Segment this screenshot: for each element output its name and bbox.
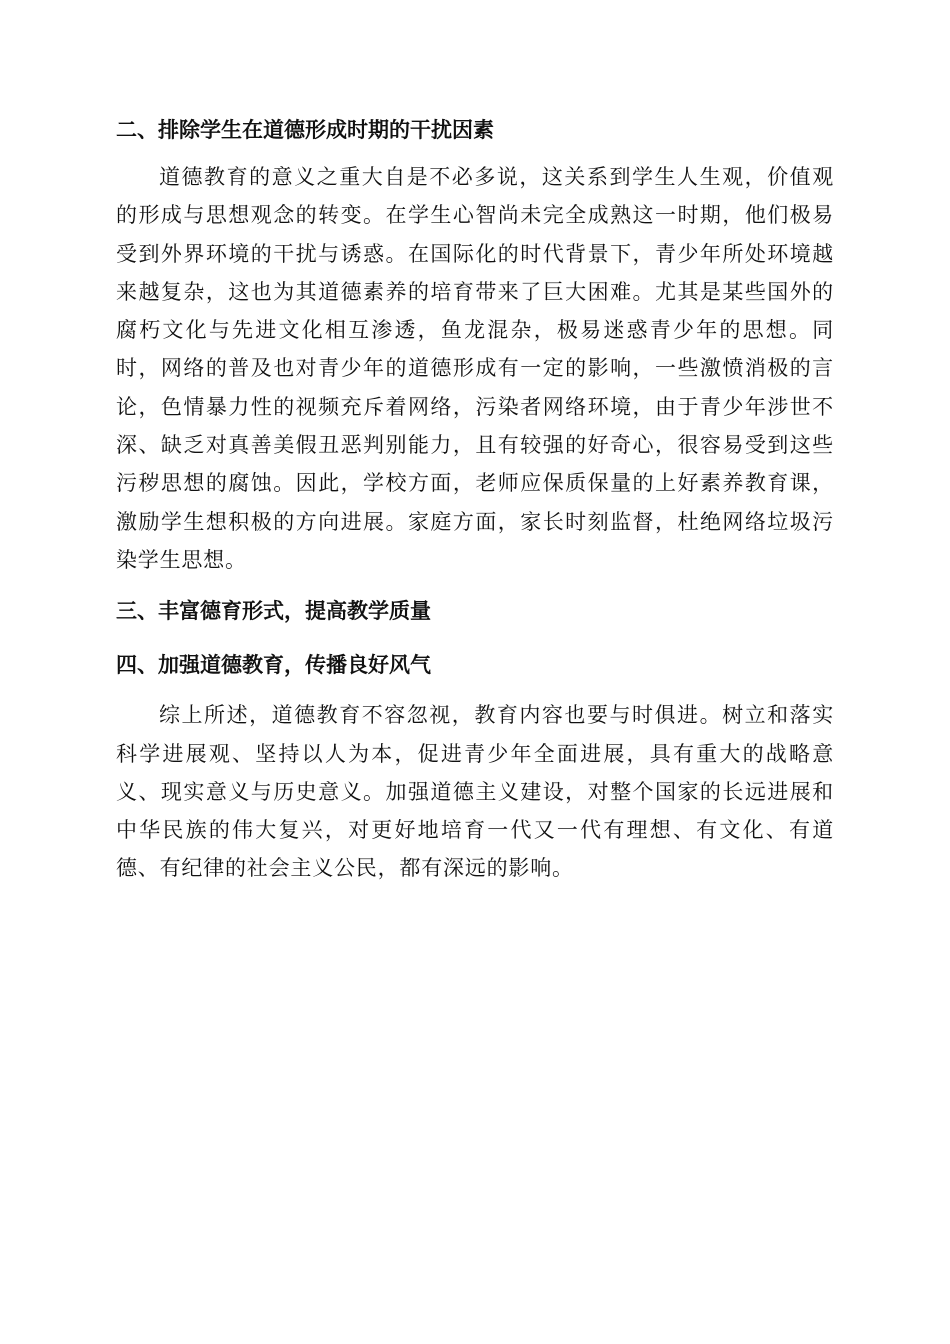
section-heading-3: 三、丰富德育形式，提高教学质量 <box>116 599 431 624</box>
section-heading-4: 四、加强道德教育，传播良好风气 <box>116 653 431 678</box>
section-paragraph-4: 综上所述，道德教育不容忽视，教育内容也要与时俱进。树立和落实科学进展观、坚持以人为本，促进青少年全面进展，具有重大的战略意义、现实意义与历史意义。加强道德主义建设，对整个国家的长远进展和中华民族的伟大复兴，对更好地培育一代又一代有理想、有文化、有道德、有纪律的社会主义公民，都有深远的影响。 <box>116 703 834 881</box>
document-page <box>116 113 834 888</box>
section-heading-2: 二、排除学生在道德形成时期的干扰因素 <box>116 118 494 142</box>
section-paragraph-2: 道德教育的意义之重大自是不必多说，这关系到学生人生观，价值观的形成与思想观念的转变。在学生心智尚未完全成熟这一时期，他们极易受到外界环境的干扰与诱惑。在国际化的时代背景下，青少年所处环境越来越复杂，这也为其道德素养的培育带来了巨大困难。尤其是某些国外的腐朽文化与先进文化相互渗透，鱼龙混杂，极易迷惑青少年的思想。同时，网络的普及也对青少年的道德形成有一定的影响，一些激愤消极的言论，色情暴力性的视频充斥着网络，污染者网络环境，由于青少年涉世不深、缺乏对真善美假丑恶判别能力，且有较强的好奇心，很容易受到这些污秽思想的腐蚀。因此，学校方面，老师应保质保量的上好素养教育课，激励学生想积极的方向进展。家庭方面，家长时刻监督，杜绝网络垃圾污染学生思想。 <box>116 165 834 572</box>
